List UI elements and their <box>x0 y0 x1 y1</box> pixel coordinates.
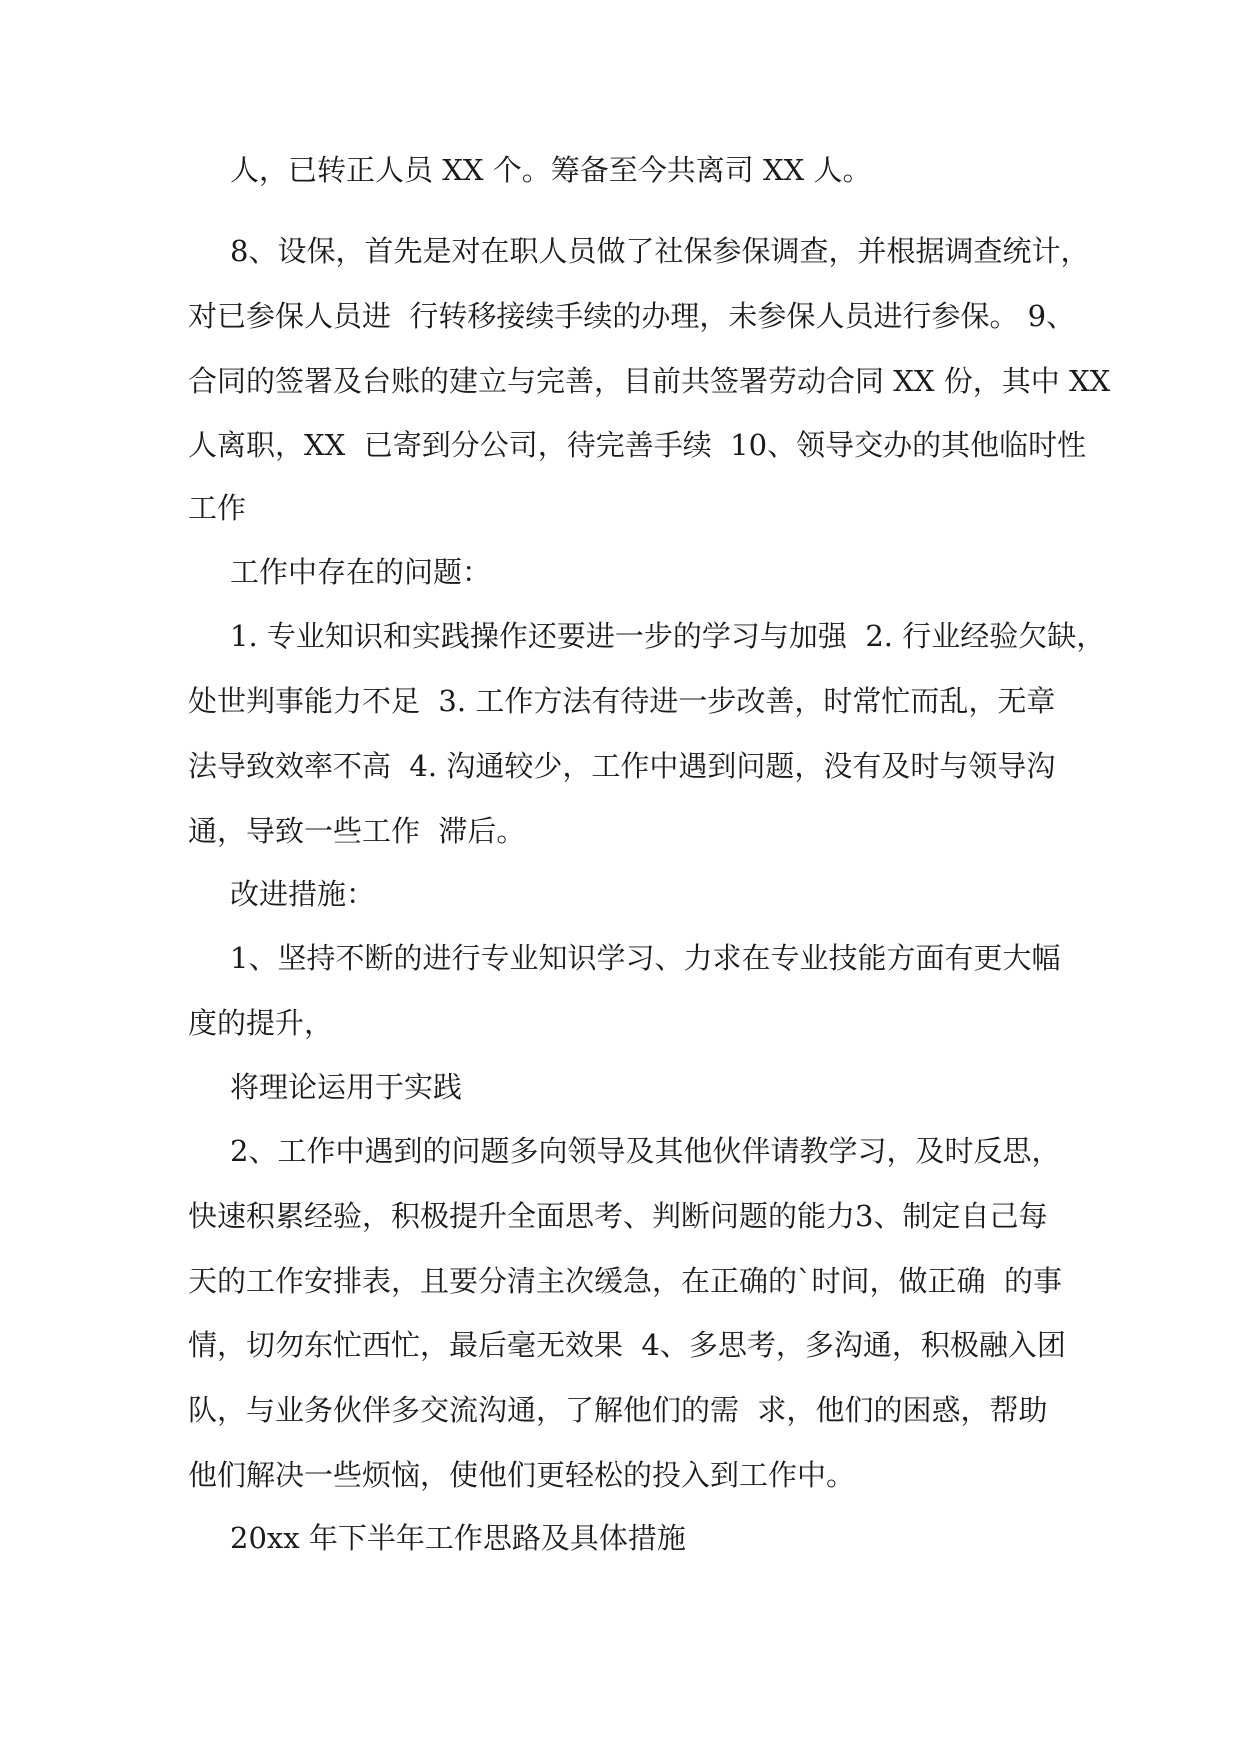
section-heading-plan: 20xx 年下半年工作思路及具体措施 <box>230 1521 686 1555</box>
text-line-11: 通，导致一些工作 滞后。 <box>188 814 526 848</box>
section-heading-problems: 工作中存在的问题： <box>230 555 492 589</box>
text-line-16: 2、工作中遇到的问题多向领导及其他伙伴请教学习，及时反思， <box>230 1134 1061 1168</box>
section-heading-measures: 改进措施： <box>230 877 376 911</box>
text-line-13: 1、坚持不断的进行专业知识学习、力求在专业技能方面有更大幅 <box>230 941 1061 975</box>
text-line-20: 队，与业务伙伴多交流沟通，了解他们的需 求，他们的困惑，帮助 <box>188 1393 1048 1427</box>
text-line-10: 法导致效率不高 4. 沟通较少，工作中遇到问题，没有及时与领导沟 <box>188 749 1056 783</box>
text-line-2: 8、设保，首先是对在职人员做了社保参保调查，并根据调查统计， <box>230 234 1090 268</box>
text-line-8: 1. 专业知识和实践操作还要进一步的学习与加强 2. 行业经验欠缺， <box>230 619 1106 653</box>
text-line-5: 人离职，XX 已寄到分公司，待完善手续 10、领导交办的其他临时性 <box>188 428 1087 462</box>
text-line-1: 人，已转正人员 XX 个。筹备至今共离司 XX 人。 <box>230 153 872 187</box>
text-line-15: 将理论运用于实践 <box>230 1070 463 1104</box>
text-line-18: 天的工作安排表，且要分清主次缓急，在正确的`时间，做正确 的事 <box>188 1264 1062 1298</box>
text-line-19: 情，切勿东忙西忙，最后毫无效果 4、多思考，多沟通，积极融入团 <box>188 1328 1066 1362</box>
text-line-14: 度的提升， <box>188 1006 334 1040</box>
text-line-21: 他们解决一些烦恼，使他们更轻松的投入到工作中。 <box>188 1458 856 1492</box>
text-line-17: 快速积累经验，积极提升全面思考、判断问题的能力3、制定自己每 <box>188 1199 1048 1233</box>
text-line-4: 合同的签署及台账的建立与完善，目前共签署劳动合同 XX 份，其中 XX <box>188 364 1111 398</box>
text-line-6: 工作 <box>188 491 247 525</box>
text-line-9: 处世判事能力不足 3. 工作方法有待进一步改善，时常忙而乱，无章 <box>188 684 1056 718</box>
text-line-3: 对已参保人员进 行转移接续手续的办理，未参保人员进行参保。 9、 <box>188 299 1076 333</box>
